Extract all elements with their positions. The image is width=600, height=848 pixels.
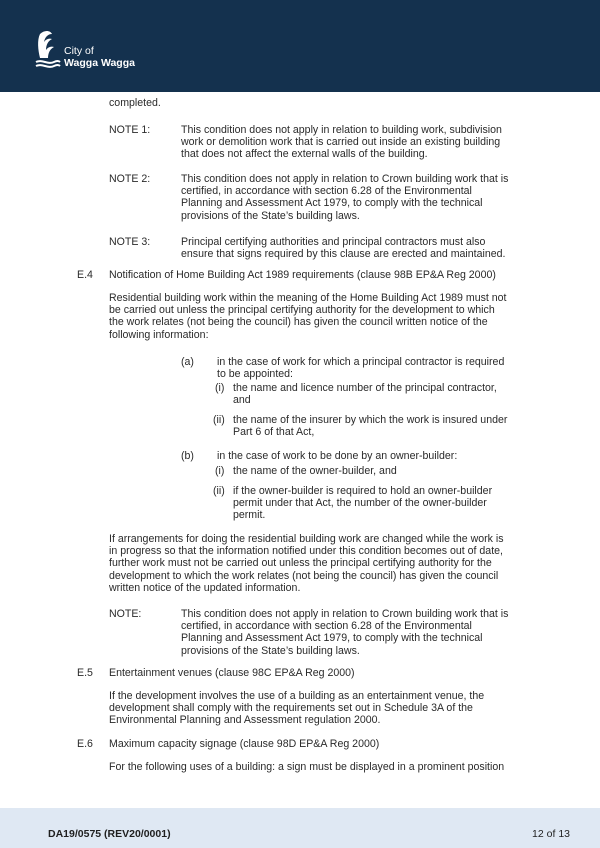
e4-b-ii-label: (ii) bbox=[213, 485, 225, 497]
note2-text: This condition does not apply in relation to Crown building work that is certified, in accordance with section 6.28 of the Environmental Planning and Assessment Act 1979, to comply with the technical provisions of the State’s building laws. bbox=[181, 173, 509, 222]
e5-number: E.5 bbox=[77, 667, 93, 679]
e4-intro: Residential building work within the meaning of the Home Building Act 1989 must not be carried out unless the principal certifying authority for the development to which the work relates (not being the council) has given the council written notice of the following information: bbox=[109, 292, 507, 341]
page-footer bbox=[0, 808, 600, 848]
e4-number: E.4 bbox=[77, 269, 93, 281]
e4-b-i-label: (i) bbox=[215, 465, 225, 477]
e4-note-text: This condition does not apply in relation to Crown building work that is certified, in accordance with section 6.28 of the Environmental Planning and Assessment Act 1979, to comply with the technical provisions of the State’s building laws. bbox=[181, 608, 509, 657]
e4-a-text: in the case of work for which a principal contractor is required to be appointed: bbox=[217, 356, 505, 381]
e4-a-ii-label: (ii) bbox=[213, 414, 225, 426]
logo-swan-icon bbox=[34, 28, 62, 72]
e4-a-ii-text: the name of the insurer by which the work is insured under Part 6 of that Act, bbox=[233, 414, 508, 439]
note3-text: Principal certifying authorities and principal contractors must also ensure that signs required by this clause are erected and maintained. bbox=[181, 236, 506, 261]
note2-label: NOTE 2: bbox=[109, 173, 151, 185]
e4-after-text: If arrangements for doing the residential building work are changed while the work is in progress so that the information notified under this condition becomes out of date, further work must not be carried out unless the principal certifying authority for the development to which the work relates (not being the council) has given the council written notice of the updated information. bbox=[109, 533, 504, 594]
e4-title: Notification of Home Building Act 1989 requirements (clause 98B EP&A Reg 2000) bbox=[109, 269, 496, 281]
document-reference: DA19/0575 (REV20/0001) bbox=[48, 828, 171, 840]
e4-a-label: (a) bbox=[181, 356, 194, 368]
e4-b-label: (b) bbox=[181, 450, 194, 462]
note1-label: NOTE 1: bbox=[109, 124, 151, 136]
completed-text: completed. bbox=[109, 97, 161, 109]
e4-b-i-text: the name of the owner-builder, and bbox=[233, 465, 397, 477]
e4-b-text: in the case of work to be done by an owner-builder: bbox=[217, 450, 458, 462]
e6-text: For the following uses of a building: a sign must be displayed in a prominent position bbox=[109, 761, 505, 773]
e6-number: E.6 bbox=[77, 738, 93, 750]
e4-b-ii-text: if the owner-builder is required to hold an owner-builder permit under that Act, the number of the owner-builder permit. bbox=[233, 485, 493, 522]
e4-a-i-label: (i) bbox=[215, 382, 225, 394]
council-logo bbox=[34, 28, 144, 76]
e6-title: Maximum capacity signage (clause 98D EP&A Reg 2000) bbox=[109, 738, 380, 750]
logo-text bbox=[64, 45, 135, 69]
page-header bbox=[0, 0, 600, 92]
note1-text: This condition does not apply in relation to building work, subdivision work or demolition work that is carried out inside an existing building that does not affect the external walls of the building. bbox=[181, 124, 502, 161]
logo-line-2: Wagga Wagga bbox=[64, 57, 135, 69]
e5-title: Entertainment venues (clause 98C EP&A Reg 2000) bbox=[109, 667, 355, 679]
e4-a-i-text: the name and licence number of the principal contractor, and bbox=[233, 382, 497, 407]
e4-note-label: NOTE: bbox=[109, 608, 142, 620]
e5-text: If the development involves the use of a building as an entertainment venue, the development shall comply with the requirements set out in Schedule 3A of the Environmental Planning and Assessment regulation 2000. bbox=[109, 690, 485, 727]
logo-line-1: City of bbox=[64, 45, 94, 57]
note3-label: NOTE 3: bbox=[109, 236, 151, 248]
page-number: 12 of 13 bbox=[532, 828, 570, 840]
